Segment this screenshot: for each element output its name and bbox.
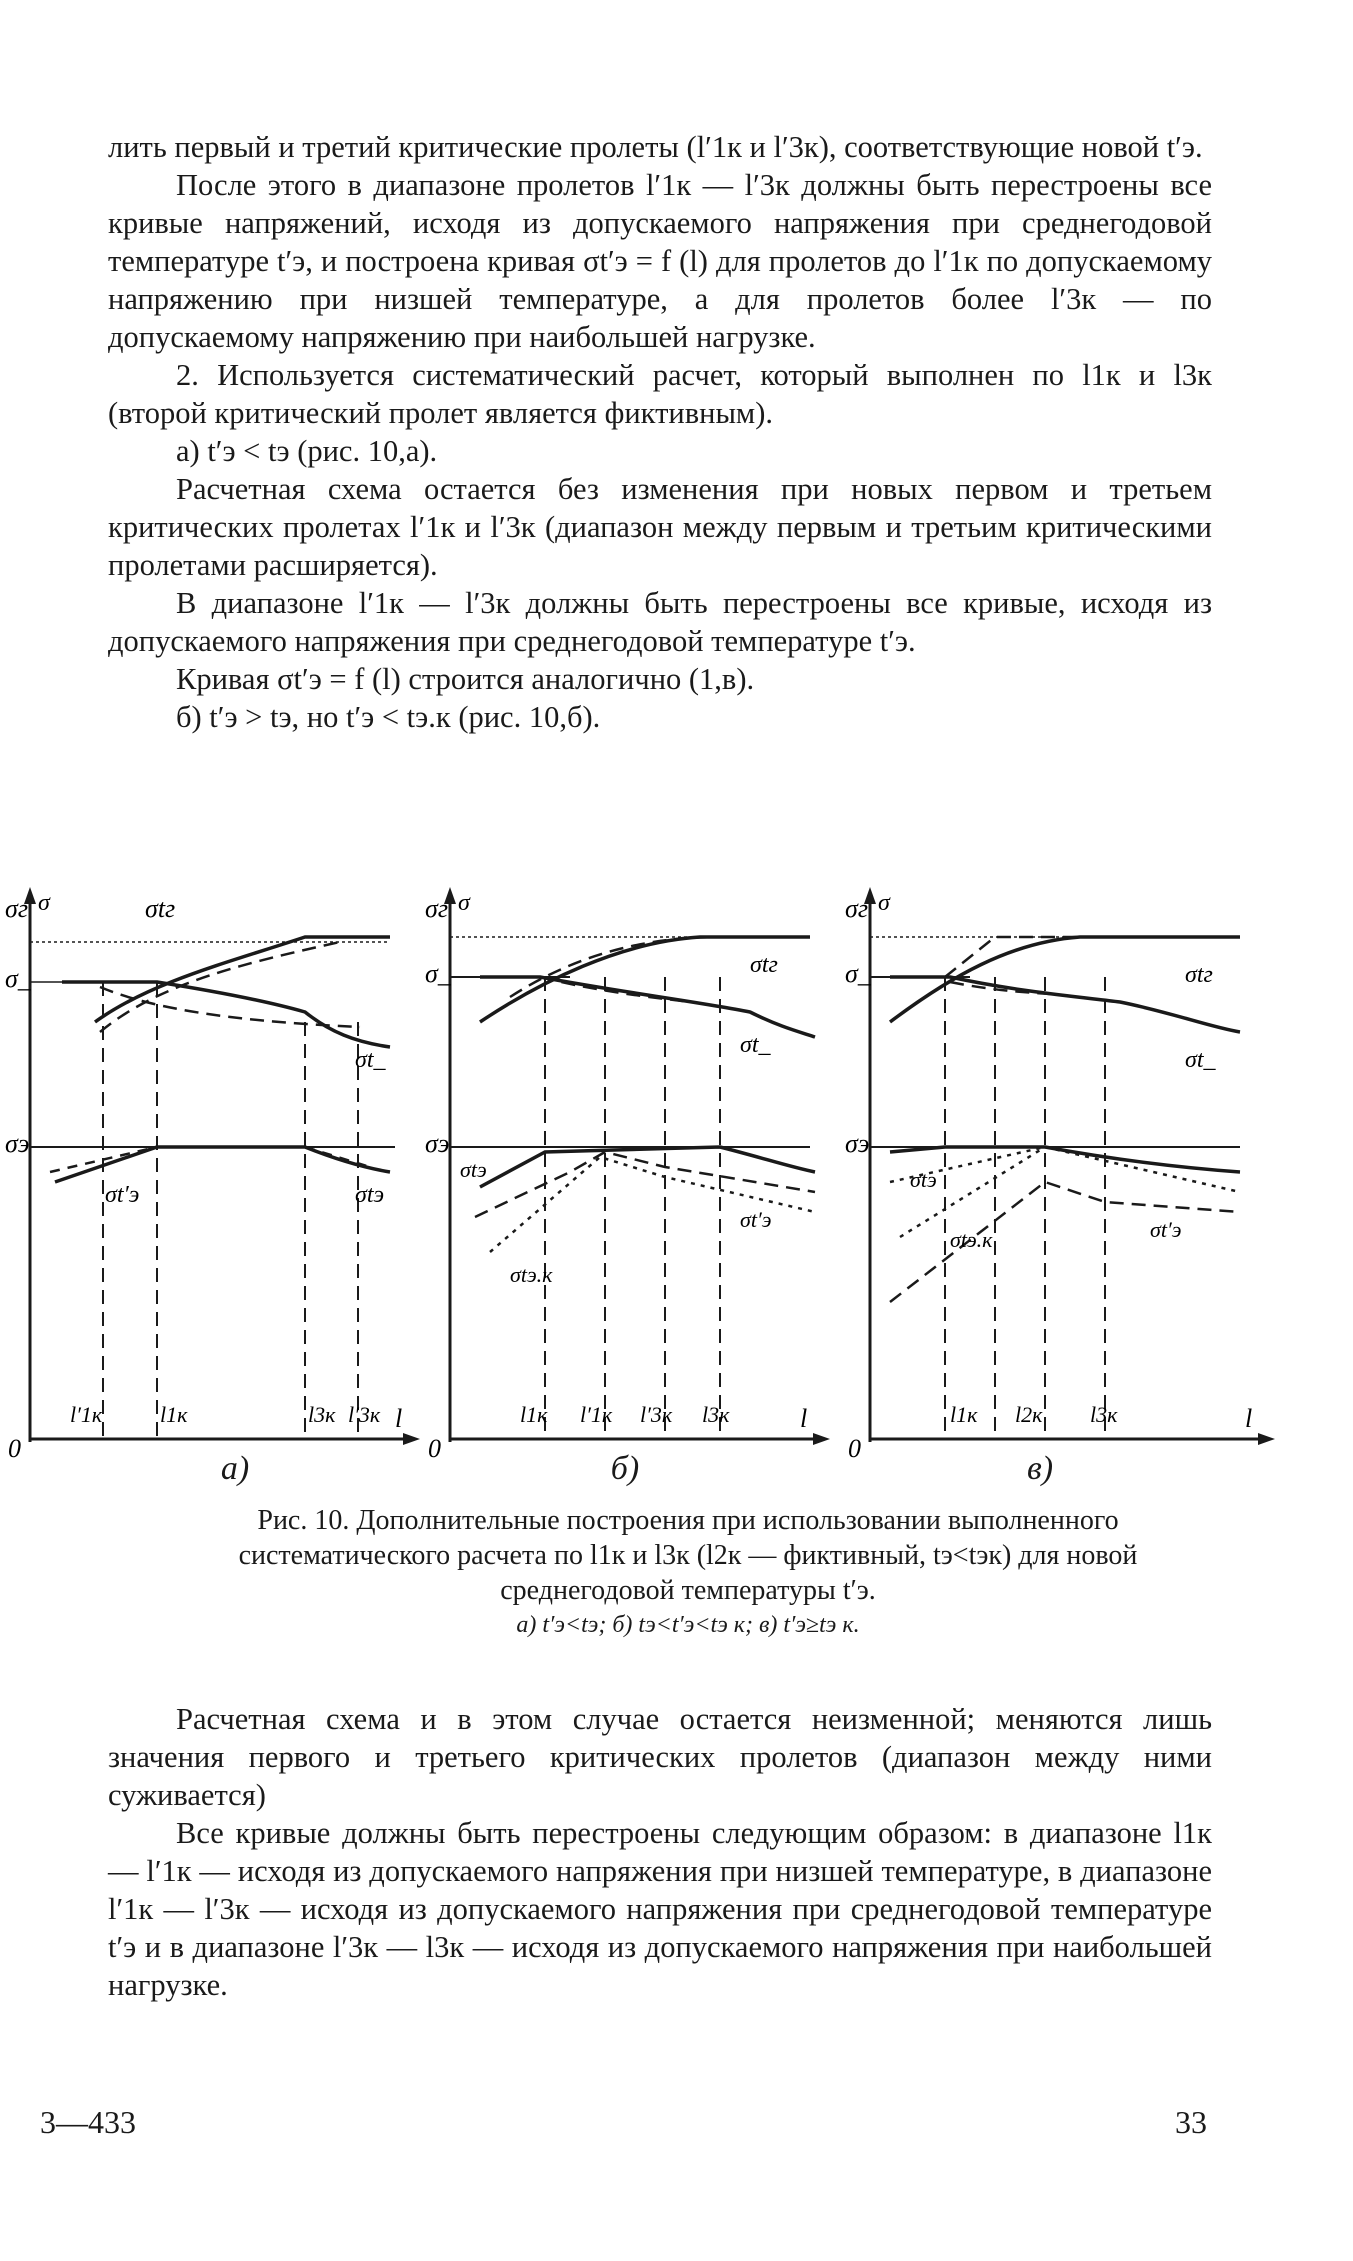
paragraph: Расчетная схема остается без изменения при новых первом и третьем критических пролетах l′1к и l′3к (диапазон между первым и третьим критическими пролетами расширяется). (108, 472, 1212, 582)
caption-subtext: а) t′э<tэ; б) tэ<t′э<tэ к; в) t′э≥tэ к. (516, 1612, 860, 1638)
x-label: l3к (702, 1402, 730, 1427)
top-text (108, 128, 1212, 736)
curve-label: σt_ (740, 1032, 771, 1058)
paragraph: Все кривые должны быть перестроены следующим образом: в диапазоне l1к — l′1к — исходя из допускаемого напряжения при низшей температуре, в диапазоне l′1к — l′3к — исходя из допускаемого напряжения при среднегодовой температуре t′э и в диапазоне l′3к — l3к — исходя из допускаемого напряжения при наибольшей нагрузке. (108, 1816, 1212, 2002)
curve-label: σt_ (355, 1047, 386, 1073)
figure-panel-b (420, 882, 840, 1462)
axis-label-sigma-e: σэ (845, 1129, 870, 1158)
axis-label-sigma-r: σг (845, 894, 868, 923)
curve-label: σtг (145, 894, 176, 923)
axis-label-sigma-r: σг (5, 894, 28, 923)
bottom-text (108, 1700, 1212, 2004)
curve-label: σt′э (105, 1182, 140, 1208)
figure-panel-c (840, 882, 1280, 1462)
axis-label-sigma: σ (38, 890, 50, 916)
axis-label-sigma-e: σэ (5, 1129, 30, 1158)
curve-label: σtэ (355, 1182, 385, 1208)
paragraph: Кривая σt′э = f (l) строится аналогично (1,в). (176, 662, 755, 696)
x-label: l1к (160, 1402, 188, 1427)
curve-label: σtэ (910, 1167, 937, 1192)
x-label: l3к (1090, 1402, 1118, 1427)
axis-label-l: l (800, 1404, 808, 1433)
curve-label: σtэ.к (950, 1227, 993, 1252)
paragraph: лить первый и третий критические пролеты (l′1к и l′3к), соответствующие новой t′э. (108, 130, 1203, 164)
figure-caption (168, 1503, 1208, 1643)
paragraph: Расчетная схема и в этом случае остается неизменной; меняются лишь значения первого и третьего критических пролетов (диапазон между ними суживается) (108, 1702, 1212, 1812)
panel-label-a: а) (220, 1450, 250, 1487)
x-label: l1к (520, 1402, 548, 1427)
x-label: l2к (1015, 1402, 1043, 1427)
paragraph: 2. Используется систематический расчет, который выполнен по l1к и l3к (второй критический пролет является фиктивным). (108, 358, 1212, 430)
panel-label-c: в) (1026, 1450, 1054, 1487)
page-number: 33 (1175, 2104, 1207, 2140)
curve-label: σt′э (740, 1207, 772, 1232)
curve-label: σtэ.к (510, 1262, 553, 1287)
panel-label-b: б) (610, 1450, 640, 1487)
paragraph: В диапазоне l′1к — l′3к должны быть перестроены все кривые, исходя из допускаемого напряжения при среднегодовой температуре t′э. (108, 586, 1212, 658)
paragraph: а) t′э < tэ (рис. 10,а). (176, 434, 438, 468)
axis-label-origin: 0 (8, 1434, 21, 1462)
axis-label-l: l (395, 1404, 403, 1433)
curve-label: σtг (750, 952, 778, 978)
x-label: l′3к (348, 1402, 381, 1427)
curve-label: σtг (1185, 962, 1213, 988)
axis-label-origin: 0 (848, 1434, 861, 1462)
figure-panel-a (0, 882, 420, 1462)
x-label: l′1к (70, 1402, 103, 1427)
axis-label-origin: 0 (428, 1434, 441, 1462)
x-label: l1к (950, 1402, 978, 1427)
paragraph: б) t′э > tэ, но t′э < tэ.к (рис. 10,б). (176, 700, 601, 734)
axis-label-sigma-e: σэ (425, 1129, 450, 1158)
axis-label-sigma-r: σг (425, 894, 448, 923)
signature-mark: 3—433 (40, 2104, 136, 2140)
caption-text: Рис. 10. Дополнительные построения при использовании выполненного систематического расчета по l1к и l3к (l2к — фиктивный, tэ<tэк) для новой среднегодовой температуры t′э. (238, 1505, 1138, 1606)
curve-label: σtэ (460, 1157, 487, 1182)
curve-label: σt_ (1185, 1047, 1216, 1073)
x-label: l′1к (580, 1402, 613, 1427)
x-label: l′3к (640, 1402, 673, 1427)
axis-label-sigma: σ (878, 890, 890, 916)
axis-label-sigma-minus: σ_ (425, 959, 451, 988)
axis-label-l: l (1245, 1404, 1253, 1433)
paragraph: После этого в диапазоне пролетов l′1к — l′3к должны быть перестроены все кривые напряжений, исходя из допускаемого напряжения при среднегодовой температуре t′э, и построена кривая σt′э = f (l) для пролетов до l′1к по допускаемому напряжению при низшей температуре, а для пролетов более l′3к — по допускаемому напряжению при наибольшей нагрузке. (108, 168, 1212, 354)
figure-10 (0, 882, 1353, 1502)
curve-label: σt′э (1150, 1217, 1182, 1242)
axis-label-sigma: σ (458, 890, 470, 916)
axis-label-sigma-minus: σ_ (5, 964, 31, 993)
axis-label-sigma-minus: σ_ (845, 959, 871, 988)
x-label: l3к (308, 1402, 336, 1427)
